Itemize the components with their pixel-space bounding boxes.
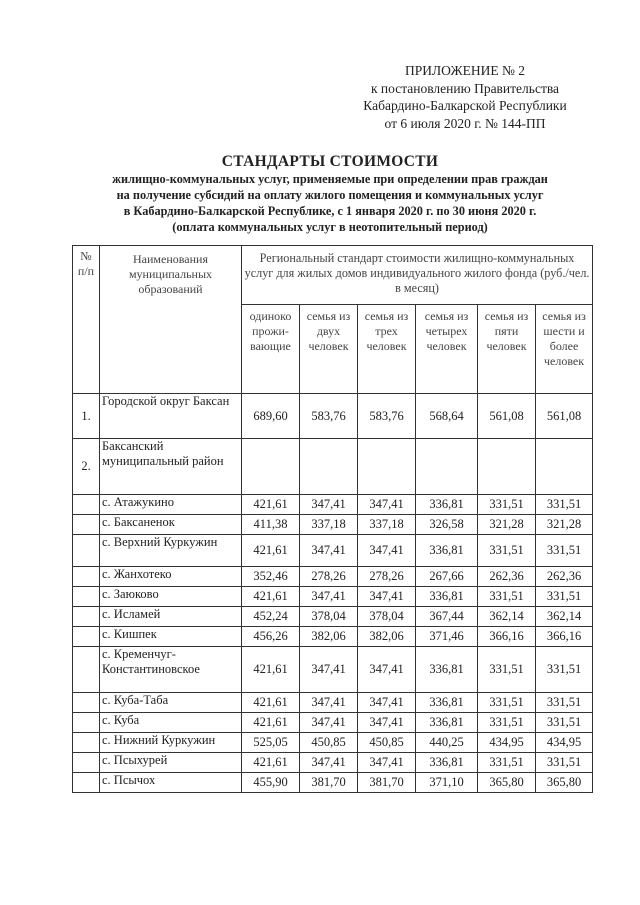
row-value-cell	[300, 439, 358, 495]
table-row	[73, 439, 593, 495]
row-value-cell: 336,81	[416, 535, 478, 567]
row-municipality-name: с. Атажукино	[100, 495, 242, 515]
row-municipality-name: с. Псычох	[100, 773, 242, 793]
table-body	[73, 394, 593, 793]
row-value-cell: 347,41	[358, 713, 416, 733]
row-value-cell: 336,81	[416, 753, 478, 773]
row-value-cell: 331,51	[478, 495, 536, 515]
row-value-cell: 347,41	[300, 535, 358, 567]
row-value-cell: 583,76	[300, 394, 358, 439]
row-value-cell: 352,46	[242, 567, 300, 587]
document-subtitle	[60, 171, 600, 235]
row-value-cell: 450,85	[300, 733, 358, 753]
row-value-cell: 262,36	[478, 567, 536, 587]
row-value-cell	[478, 439, 536, 495]
row-value-cell: 321,28	[478, 515, 536, 535]
row-number	[73, 515, 100, 535]
row-number	[73, 773, 100, 793]
header-municipality: Наименования муниципальных образований	[100, 246, 242, 394]
row-value-cell	[358, 439, 416, 495]
row-value-cell: 347,41	[300, 753, 358, 773]
row-value-cell: 337,18	[358, 515, 416, 535]
appendix-block	[340, 62, 590, 132]
row-value-cell: 362,14	[478, 607, 536, 627]
row-value-cell: 378,04	[358, 607, 416, 627]
row-value-cell: 568,64	[416, 394, 478, 439]
row-municipality-name: с. Нижний Куркужин	[100, 733, 242, 753]
row-value-cell: 362,14	[536, 607, 593, 627]
row-value-cell: 421,61	[242, 535, 300, 567]
subtitle-line: (оплата коммунальных услуг в неотопительный период)	[172, 220, 488, 234]
row-value-cell: 381,70	[300, 773, 358, 793]
table-row	[73, 394, 593, 439]
row-value-cell: 331,51	[478, 587, 536, 607]
row-number: 2.	[73, 439, 100, 495]
appendix-line-date: от 6 июля 2020 г. № 144-ПП	[384, 115, 546, 131]
table-row	[73, 587, 593, 607]
header-regional-standard: Региональный стандарт стоимости жилищно-коммунальных услуг для жилых домов индивидуального жилого фонда (руб./чел. в месяц)	[242, 246, 593, 305]
row-value-cell: 421,61	[242, 753, 300, 773]
row-value-cell: 331,51	[478, 693, 536, 713]
row-number	[73, 567, 100, 587]
row-municipality-name: с. Псыхурей	[100, 753, 242, 773]
row-value-cell: 347,41	[358, 647, 416, 693]
row-value-cell: 321,28	[536, 515, 593, 535]
row-value-cell: 421,61	[242, 495, 300, 515]
row-value-cell: 336,81	[416, 495, 478, 515]
row-value-cell: 331,51	[478, 535, 536, 567]
row-value-cell: 382,06	[358, 627, 416, 647]
row-value-cell: 331,51	[478, 713, 536, 733]
row-number	[73, 733, 100, 753]
row-value-cell: 337,18	[300, 515, 358, 535]
row-value-cell: 381,70	[358, 773, 416, 793]
row-municipality-name: с. Кишпек	[100, 627, 242, 647]
row-number	[73, 647, 100, 693]
row-value-cell: 331,51	[536, 647, 593, 693]
row-value-cell: 583,76	[358, 394, 416, 439]
row-municipality-name: Городской округ Баксан	[100, 394, 242, 439]
row-value-cell: 336,81	[416, 713, 478, 733]
header-family-4: семья из четырех человек	[416, 305, 478, 394]
row-value-cell: 347,41	[358, 753, 416, 773]
row-value-cell: 367,44	[416, 607, 478, 627]
appendix-line-resolution: к постановлению Правительства	[370, 80, 560, 96]
row-municipality-name: с. Куба	[100, 713, 242, 733]
table-row	[73, 647, 593, 693]
row-value-cell: 347,41	[300, 693, 358, 713]
standards-table	[72, 245, 593, 793]
appendix-line-republic: Кабардино-Балкарской Республики	[363, 98, 567, 113]
row-value-cell: 365,80	[536, 773, 593, 793]
row-value-cell: 382,06	[300, 627, 358, 647]
row-value-cell: 331,51	[536, 535, 593, 567]
row-value-cell: 331,51	[536, 753, 593, 773]
row-value-cell: 421,61	[242, 647, 300, 693]
row-value-cell: 347,41	[300, 587, 358, 607]
table-row	[73, 773, 593, 793]
row-number	[73, 587, 100, 607]
row-municipality-name: с. Кременчуг-Константиновское	[100, 647, 242, 693]
row-number	[73, 713, 100, 733]
row-municipality-name: с. Заюково	[100, 587, 242, 607]
row-value-cell: 434,95	[536, 733, 593, 753]
header-family-3: семья из трех человек	[358, 305, 416, 394]
table-row	[73, 733, 593, 753]
subtitle-line: на получение субсидий на оплату жилого помещения и коммунальных услуг	[116, 188, 544, 202]
row-value-cell: 262,36	[536, 567, 593, 587]
row-value-cell: 331,51	[536, 693, 593, 713]
table-row	[73, 607, 593, 627]
row-value-cell: 278,26	[358, 567, 416, 587]
row-value-cell: 267,66	[416, 567, 478, 587]
row-value-cell: 371,10	[416, 773, 478, 793]
row-value-cell: 421,61	[242, 693, 300, 713]
row-municipality-name: с. Верхний Куркужин	[100, 535, 242, 567]
subtitle-line: в Кабардино-Балкарской Республике, с 1 января 2020 г. по 30 июня 2020 г.	[123, 204, 537, 218]
row-value-cell: 378,04	[300, 607, 358, 627]
header-family-5: семья из пяти человек	[478, 305, 536, 394]
row-value-cell: 365,80	[478, 773, 536, 793]
row-value-cell	[416, 439, 478, 495]
row-value-cell: 440,25	[416, 733, 478, 753]
row-value-cell: 452,24	[242, 607, 300, 627]
table-row	[73, 515, 593, 535]
row-value-cell	[242, 439, 300, 495]
row-value-cell: 331,51	[478, 647, 536, 693]
row-number	[73, 607, 100, 627]
header-single: одиноко прожи-вающие	[242, 305, 300, 394]
row-value-cell: 347,41	[358, 495, 416, 515]
row-value-cell: 421,61	[242, 587, 300, 607]
row-value-cell: 336,81	[416, 693, 478, 713]
row-value-cell: 525,05	[242, 733, 300, 753]
table-row	[73, 535, 593, 567]
table-row	[73, 693, 593, 713]
row-value-cell	[536, 439, 593, 495]
row-value-cell: 278,26	[300, 567, 358, 587]
row-value-cell: 347,41	[300, 495, 358, 515]
row-value-cell: 331,51	[536, 495, 593, 515]
subtitle-line: жилищно-коммунальных услуг, применяемые при определении прав граждан	[112, 172, 548, 186]
row-value-cell: 371,46	[416, 627, 478, 647]
row-value-cell: 331,51	[536, 713, 593, 733]
row-value-cell: 450,85	[358, 733, 416, 753]
row-value-cell: 331,51	[536, 587, 593, 607]
row-number	[73, 495, 100, 515]
row-value-cell: 434,95	[478, 733, 536, 753]
row-number	[73, 753, 100, 773]
row-value-cell: 336,81	[416, 647, 478, 693]
table-row	[73, 567, 593, 587]
row-value-cell: 455,90	[242, 773, 300, 793]
row-value-cell: 347,41	[300, 647, 358, 693]
row-value-cell: 347,41	[358, 587, 416, 607]
table-row	[73, 713, 593, 733]
row-value-cell: 421,61	[242, 713, 300, 733]
row-value-cell: 331,51	[478, 753, 536, 773]
header-family-6-plus: семья из шести и более человек	[536, 305, 593, 394]
table-row	[73, 753, 593, 773]
row-value-cell: 326,58	[416, 515, 478, 535]
row-value-cell: 689,60	[242, 394, 300, 439]
appendix-title: ПРИЛОЖЕНИЕ № 2	[404, 63, 526, 78]
row-municipality-name: с. Куба-Таба	[100, 693, 242, 713]
table-row	[73, 627, 593, 647]
row-value-cell: 561,08	[478, 394, 536, 439]
row-value-cell: 336,81	[416, 587, 478, 607]
row-number	[73, 627, 100, 647]
row-municipality-name: с. Баксаненок	[100, 515, 242, 535]
header-family-2: семья из двух человек	[300, 305, 358, 394]
row-value-cell: 456,26	[242, 627, 300, 647]
row-number	[73, 535, 100, 567]
table-row	[73, 495, 593, 515]
row-municipality-name: с. Жанхотеко	[100, 567, 242, 587]
row-value-cell: 366,16	[536, 627, 593, 647]
row-value-cell: 347,41	[358, 693, 416, 713]
row-value-cell: 347,41	[300, 713, 358, 733]
row-municipality-name: Баксанский муниципальный район	[100, 439, 242, 495]
row-number	[73, 693, 100, 713]
row-value-cell: 561,08	[536, 394, 593, 439]
header-number: № п/п	[73, 246, 100, 394]
row-value-cell: 347,41	[358, 535, 416, 567]
row-value-cell: 411,38	[242, 515, 300, 535]
row-value-cell: 366,16	[478, 627, 536, 647]
row-municipality-name: с. Исламей	[100, 607, 242, 627]
row-number: 1.	[73, 394, 100, 439]
document-title: СТАНДАРТЫ СТОИМОСТИ	[221, 153, 439, 170]
